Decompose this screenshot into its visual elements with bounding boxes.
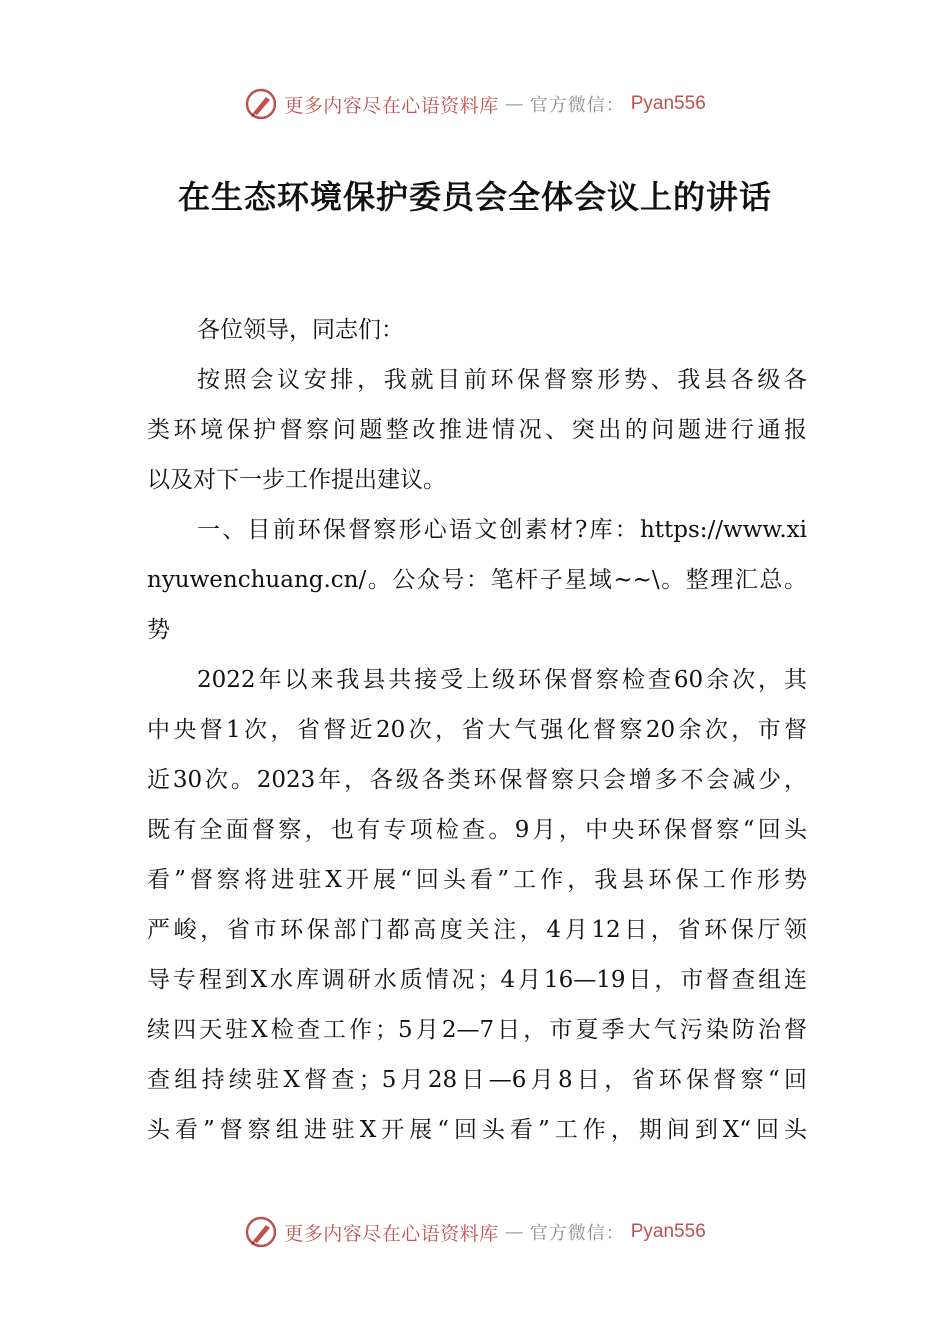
watermark-main-text: 更多内容尽在心语资料库 xyxy=(284,94,499,117)
paragraph-line: 中央督1次，省督近20次，省大气强化督察20余次，市督 xyxy=(147,717,807,743)
section-heading-line: 势 xyxy=(147,617,170,643)
paragraph-line: 严峻，省市环保部门都高度关注，4月12日，省环保厅领 xyxy=(147,917,807,943)
pen-nib-logo-icon xyxy=(244,87,278,121)
paragraph-line: 近30次。2023年，各级各类环保督察只会增多不会减少， xyxy=(147,767,807,793)
paragraph-line: 看”督察将进驻X开展“回头看”工作，我县环保工作形势 xyxy=(147,867,807,893)
watermark-separator: — xyxy=(504,1221,524,1243)
paragraph-line: 头看”督察组进驻X开展“回头看”工作，期间到X“回头 xyxy=(147,1117,807,1143)
pen-nib-logo-icon xyxy=(244,1215,278,1249)
paragraph-line: 查组持续驻X督查；5月28日—6月8日，省环保督察“回 xyxy=(147,1067,807,1093)
header-watermark xyxy=(0,84,950,124)
watermark-wechat-id: Pyan556 xyxy=(630,93,706,114)
paragraph-line: 既有全面督察，也有专项检查。9月，中央环保督察“回头 xyxy=(147,817,807,843)
footer-watermark xyxy=(0,1212,950,1252)
watermark-separator: — xyxy=(504,93,524,115)
paragraph-line: 2022年以来我县共接受上级环保督察检查60余次，其 xyxy=(197,667,807,693)
section-heading-line: nyuwenchuang.cn/。公众号：笔杆子星域~~\。整理汇总。 xyxy=(147,567,807,593)
paragraph-line: 续四天驻X检查工作；5月2—7日，市夏季大气污染防治督 xyxy=(147,1017,807,1043)
paragraph-line: 以及对下一步工作提出建议。 xyxy=(147,467,446,493)
watermark-wechat-label: 官方微信： xyxy=(529,95,625,116)
paragraph-line: 类环境保护督察问题整改推进情况、突出的问题进行通报 xyxy=(147,417,807,443)
paragraph-line: 按照会议安排，我就目前环保督察形势、我县各级各 xyxy=(197,367,807,393)
watermark-wechat-id: Pyan556 xyxy=(630,1221,706,1242)
section-heading-line: 一、目前环保督察形心语文创素材?库：https://www.xi xyxy=(197,517,807,543)
salutation-line: 各位领导，同志们： xyxy=(197,317,404,343)
document-body xyxy=(147,305,807,1155)
document-title: 在生态环境保护委员会全体会议上的讲话 xyxy=(177,178,772,216)
watermark-main-text: 更多内容尽在心语资料库 xyxy=(284,1222,499,1245)
watermark-wechat-label: 官方微信： xyxy=(529,1223,625,1244)
paragraph-line: 导专程到X水库调研水质情况；4月16—19日，市督查组连 xyxy=(147,967,807,993)
